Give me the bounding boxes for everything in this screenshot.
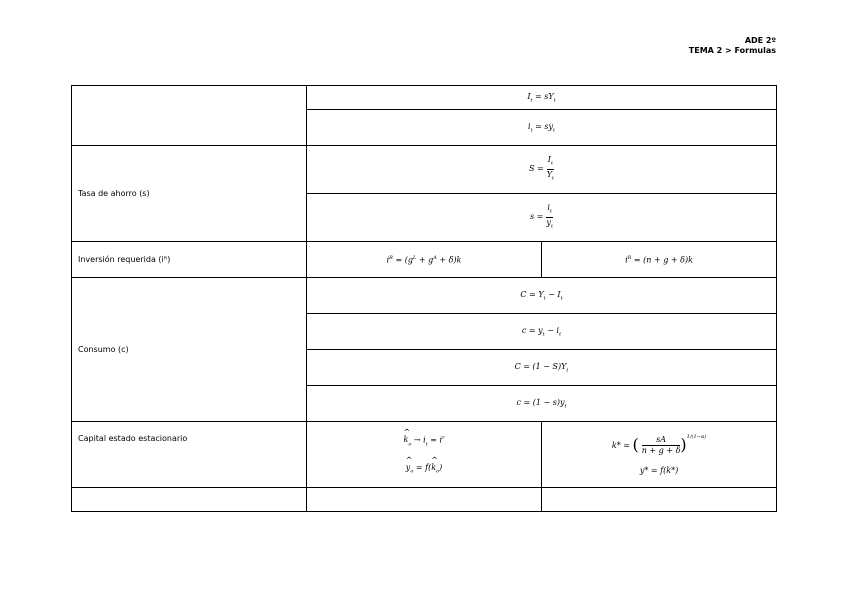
table-row bbox=[72, 278, 777, 314]
header-topic: TEMA 2 > Formulas bbox=[688, 46, 776, 55]
label-capital-estado-estacionario: Capital estado estacionario bbox=[72, 422, 307, 488]
formula-consumption-3: $C = (1 - S)Y_t$ bbox=[307, 350, 777, 386]
formula-consumption-1: $C = Y_t - I_t$ bbox=[307, 278, 777, 314]
formula-savings-rate-pc: s = $\frac{i_t}{y_t}$ bbox=[307, 194, 777, 242]
table-row bbox=[72, 488, 777, 512]
formulas-table bbox=[71, 85, 777, 512]
table-row bbox=[72, 86, 777, 110]
formula-consumption-4: $c = (1 - s)y_t$ bbox=[307, 386, 777, 422]
empty-cell bbox=[542, 488, 777, 512]
formula-savings-rate-total: S = $\frac{I_t}{Y_t}$ bbox=[307, 146, 777, 194]
formula-investment-total: $I_t = sY_t$ bbox=[307, 86, 777, 110]
document-header bbox=[689, 36, 776, 56]
empty-cell bbox=[72, 488, 307, 512]
formula-required-investment-b: $i^R = (n + g + \delta)k$ bbox=[542, 242, 777, 278]
table-row bbox=[72, 146, 777, 194]
formula-steady-capital-closed: k* = ( $\frac{sA}{n + g + \delta}$ ) $^{1/(1-\alpha)}$ bbox=[611, 434, 707, 455]
formula-steady-output-b: y* = f(k*) bbox=[639, 465, 679, 475]
empty-cell bbox=[307, 488, 542, 512]
table-row bbox=[72, 422, 777, 488]
header-course: ADE 2º bbox=[744, 36, 776, 45]
label-tasa-ahorro: Tasa de ahorro (s) bbox=[72, 146, 307, 242]
formula-steady-state-b bbox=[542, 422, 777, 488]
formula-steady-capital-condition: ^ $k_o \to i_t = i^r$ bbox=[404, 435, 445, 447]
table-row bbox=[72, 242, 777, 278]
empty-label-cell bbox=[72, 86, 307, 146]
label-consumo: Consumo (c) bbox=[72, 278, 307, 422]
formula-steady-state-a bbox=[307, 422, 542, 488]
formula-required-investment-a: $i^R = (g^L + g^A + \delta)k$ bbox=[307, 242, 542, 278]
formula-consumption-2: $c = y_t - i_t$ bbox=[307, 314, 777, 350]
label-inversion-requerida: Inversión requerida (iᴿ) bbox=[72, 242, 307, 278]
formula-steady-output-a: ^ $y_o$ = f(^ $k_o$) bbox=[406, 463, 442, 475]
formula-investment-pc: $i_t = sy_t$ bbox=[307, 110, 777, 146]
